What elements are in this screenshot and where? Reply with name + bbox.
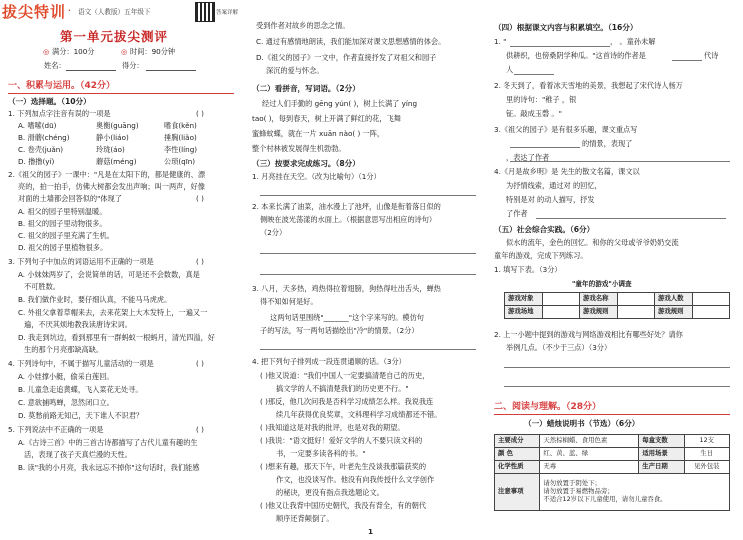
q1-opt-b3: 捶胸(liǎo) (164, 133, 197, 142)
fill-2c: 钲。敲成玉磬 。" (506, 109, 562, 118)
answer-bracket[interactable]: ( ) (196, 194, 204, 203)
table-row (495, 435, 730, 448)
subsection-3: （三）按要求完成练习。（8分） (252, 159, 360, 168)
q3-opt-d[interactable]: D. 我走到坑边，看到那里有一群蚂蚁一根蚂月，清光四溢，好 (18, 333, 215, 342)
q3-opt-c[interactable]: C. 外祖父拿着草帽来去，去来花架上大木发特上，一遍又一 (18, 308, 208, 317)
full-score: 满分：100分 (52, 47, 95, 56)
fill-3b: 的情景，表现了 (582, 139, 633, 148)
q1-opt-d2: 蘑菇(méng) (96, 157, 137, 166)
fill-1d: 代诗 (704, 51, 719, 60)
column-right (490, 0, 740, 540)
table-cell: 见外包装 (684, 461, 729, 474)
notes-cell (540, 474, 730, 511)
question-1: 1. 下列加点字注音有误的一项是 (8, 109, 111, 118)
q2-opt-a[interactable]: A. 祖父的园子里特别温暖。 (18, 207, 107, 216)
table-input[interactable] (693, 293, 730, 306)
q4-opt-b[interactable]: B. 儿童急走追黄蝶，飞入菜花无处寻。 (18, 385, 143, 394)
fill-4a: 4.《月是故乡明》是 先生的散文名篇，课文以 (494, 167, 640, 176)
cont-line-3: D.《祖父的园子》一文中，作者直接抒发了对祖父和园子 (256, 53, 437, 62)
subsection-5: （五）社会综合实践。（6分） (494, 225, 595, 234)
fill-4c: 特别是对 的动人描写，抒发 (506, 195, 595, 204)
subsection-1: （一）选择题。（10分） (8, 97, 91, 106)
question-2-line1: 2.《祖父的园子》一课中："凡是在太阳下的，都是健康的、漂 (8, 170, 206, 179)
practice-intro-2: 童年的游戏，完成下列练习。 (494, 251, 588, 260)
q1-opt-c3: 李性(líng) (164, 145, 198, 154)
table-cell: 生日 (684, 448, 729, 461)
blank[interactable] (536, 218, 726, 219)
q1-opt-c2: 玲珑(áo) (96, 145, 125, 154)
blank[interactable] (514, 74, 554, 75)
q5-opt-a[interactable]: A.《古诗三首》中的三首古诗都描写了古代儿童有趣的生 (18, 438, 198, 447)
order-item-2[interactable]: ( )那反，他几次问我是否科学习成绩怎么样。我说我连 (260, 397, 434, 406)
pinyin-line-4: 整个村林被发展得生机勃勃。 (252, 144, 346, 153)
req-2-line2: 侧映在波光荡漾的水面上。（根据意思写出相应的诗句） (260, 215, 437, 224)
column-left (0, 0, 240, 540)
time-limit: 时间：90分钟 (130, 47, 176, 56)
blank[interactable] (510, 147, 580, 148)
page-number: 1 (368, 527, 374, 536)
table-cell: 红、黄、蓝、绿 (540, 448, 639, 461)
q2-opt-c[interactable]: C. 祖父的园子里充满了生机。 (18, 231, 114, 240)
q1-opt-c1[interactable]: C. 卷壳(juǎn) (18, 145, 64, 154)
section-2-rule (494, 414, 730, 415)
section-1-heading: 一、积累与运用。（42分） (8, 81, 116, 91)
table-title: "童年的游戏"小调查 (572, 280, 632, 288)
answer-bracket[interactable]: ( ) (196, 257, 204, 266)
req-3-line2: 得不知如何是好。 (260, 297, 318, 306)
req-1: 1. 月亮挂在天空。（改为比喻句）（1分） (252, 172, 381, 181)
table-cell: 游戏对象 (505, 293, 543, 306)
name-field[interactable] (66, 70, 116, 71)
table-cell: 游戏人数 (655, 293, 693, 306)
subsection-2: （二）看拼音，写词语。（2分） (252, 84, 360, 93)
pinyin-line-3: 蜜蜂蚊蝶，就在一片 xuān nào( ) 一阵， (252, 129, 385, 138)
fill-1c: 供耕织，也傍桑阴学种瓜。"这首诗的作者是 (506, 51, 646, 60)
blank[interactable] (570, 161, 730, 162)
fill-4d: 了作者 (506, 209, 528, 218)
q3-opt-a[interactable]: A. 小妹妹两岁了，会说简单的话，可是还不会数数，真是 (18, 270, 200, 279)
table-row (495, 474, 730, 511)
timer-icon: ◎ (121, 47, 128, 56)
candle-info-table (494, 434, 730, 511)
q1-opt-d3: 公琐(qīn) (164, 157, 196, 166)
table-row (495, 448, 730, 461)
blank[interactable] (672, 60, 702, 61)
fill-1a: 1. " (494, 37, 507, 46)
answer-line[interactable] (504, 367, 730, 368)
q4-opt-c[interactable]: C. 意欲捕鸣蝉，忽然闭口立。 (18, 398, 114, 407)
answer-line[interactable] (260, 195, 476, 196)
table-cell: 无毒 (540, 461, 639, 474)
fill-1e: 人 (506, 65, 514, 74)
q5-opt-a-cont: 活，表现了孩子天真烂漫的天性。 (24, 450, 132, 459)
note-line: 不适合12岁以下儿童使用，请勿儿童吞食。 (543, 494, 667, 503)
practice-intro-1: 似水的流年，金色的回忆。和你的父母或爷爷奶奶交流 (506, 238, 679, 247)
order-item-5-cont2: 的秘诀，更没有指点我选题论文。 (276, 488, 384, 497)
table-cell: 游戏名称 (580, 293, 618, 306)
qr-label: 答案详解 (216, 10, 239, 16)
answer-bracket[interactable]: ( ) (196, 109, 204, 118)
fill-4b: 为抒情线索，通过对 的回忆， (506, 181, 602, 190)
answer-bracket[interactable]: ( ) (196, 425, 204, 434)
table-input[interactable] (543, 293, 580, 306)
order-item-2-cont: 续几年获得优良奖章，文科理科学习成绩都还不错。 (276, 410, 442, 419)
q1-opt-b2: 静小(liáo) (96, 133, 129, 142)
q1-opt-b1[interactable]: B. 滑蘑(chéng) (18, 133, 70, 142)
name-label: 姓名： (44, 61, 66, 70)
q3-opt-b[interactable]: B. 我们做作业时，要仔细认真，不能马马虎虎。 (18, 295, 172, 304)
table-cell: 天然棕榈蜡、食用色素 (540, 435, 639, 448)
q1-opt-a3: 嗜食(kěn) (164, 121, 197, 130)
req-3-line4: 子的写法，写一两句话描绘出"冷"的情景。（2分） (260, 326, 419, 335)
survey-table (504, 292, 730, 319)
score-label: 得分： (122, 61, 144, 70)
table-input[interactable] (618, 306, 655, 319)
table-row (505, 306, 730, 319)
question-4: 4. 下列诗句中，不属于描写儿童活动的一项是 (8, 359, 154, 368)
table-cell: 适用场景 (639, 448, 684, 461)
q5-opt-b[interactable]: B. 读"我的小月亮，我永远忘不掉你"这句话时，我们能感 (18, 463, 200, 472)
cont-line-2: C. 通过有感情地朗读，我们能加深对课文思想感情的体会。 (256, 37, 446, 46)
notes-label: 注意事项 (495, 474, 540, 511)
q3-opt-d-cont: 生的那个月亮那缺高缺。 (24, 345, 104, 354)
q4-opt-d[interactable]: D. 莫愁前路无知己，天下谁人不识君？ (18, 411, 144, 420)
table-row (495, 461, 730, 474)
order-item-4[interactable]: ( )我说："语文挺好！爱好文学的人不要只读文科的 (260, 436, 423, 445)
req-2-line3: （2分） (260, 228, 287, 237)
table-input[interactable] (618, 293, 655, 306)
table-cell: 游戏规则 (580, 306, 618, 319)
q3-opt-c-cont: 遍，不厌其烦地教我读唐诗宋词。 (24, 320, 132, 329)
note-line: 请勿放置于阴处下； (543, 479, 601, 488)
table-cell: 化学性质 (495, 461, 540, 474)
section-1-rule (8, 93, 234, 94)
fill-3a: 3.《祖父的园子》是有很多乐趣，课文重点写 (494, 125, 638, 134)
order-item-3[interactable]: ( )我知道这是对我的批评，也是对我的期望。 (260, 423, 405, 432)
pinyin-line-2: tao( )，每到春天，树上开满了鲜红的花，飞舞 (252, 114, 401, 123)
order-item-6-cont: 顺序还背颠倒了。 (276, 514, 334, 523)
score-field[interactable] (146, 70, 196, 71)
column-middle (246, 0, 482, 540)
q4-opt-a[interactable]: A. 小娃撑小艇，偷采白莲回。 (18, 372, 114, 381)
note-line: 请勿放置于易燃物品旁； (543, 487, 614, 496)
question-2-line2: 亮的，拍一拍手，仿佛大树都会发出声响；叫一两声，好像 (18, 182, 205, 191)
cont-line-1: 受到作者对故乡的思念之情。 (256, 21, 350, 30)
section-2-heading: 二、阅读与理解。（28分） (494, 402, 602, 412)
blank[interactable] (510, 46, 610, 47)
table-cell: 生产日期 (639, 461, 684, 474)
answer-line[interactable] (260, 253, 476, 254)
fill-2b: 里的诗句："稚子 ，银 (506, 95, 577, 104)
answer-line[interactable] (260, 349, 476, 350)
q1-opt-d1[interactable]: D. 撸撸(yí) (18, 157, 55, 166)
pinyin-line-1: 经过人们手勤的 gēng yún( )，树上长满了 yíng (262, 99, 418, 108)
req-2-line1: 2. 本来长满了油菜，油水漫上了池坪，山像是衔着落日似的 (252, 202, 441, 211)
practice-q2-line2: 举例几点。（不少于三点）（3分） (506, 343, 612, 352)
question-5: 5. 下列说法中不正确的一项是 (8, 425, 104, 434)
answer-line[interactable] (504, 386, 730, 387)
q3-opt-a-cont: 不可胜数。 (24, 282, 60, 291)
brand-dot: · (68, 6, 71, 15)
q2-opt-d[interactable]: D. 祖父的园子里植物很多。 (18, 243, 108, 252)
table-cell: 12支 (684, 435, 729, 448)
order-item-6[interactable]: ( )他又让我背中国历史朝代，我没有背全，有的朝代 (260, 501, 427, 510)
order-item-5[interactable]: ( )想来有趣，那天下午，叶老先生没谈我那篇获奖的 (260, 462, 427, 471)
q1-opt-a1[interactable]: A. 嗜嗦(dū) (18, 121, 57, 130)
question-2-line3: 对面的土墙都会回答似的"体现了 (18, 194, 122, 203)
q1-opt-a2: 奥衡(guāng) (96, 121, 139, 130)
subsection-4: （四）根据课文内容与积累填空。（16分） (494, 23, 638, 32)
table-input[interactable] (543, 306, 580, 319)
fill-1b: ， 。童孙未解 (610, 37, 656, 46)
table-cell: 每盒支数 (639, 435, 684, 448)
order-item-5-cont: 作文，也没谈写作。他没有向我传授什么文学创作 (276, 475, 435, 484)
clock-icon: ◎ (43, 47, 50, 56)
practice-q2-line1: 2. 上一小题中提到的游戏与网络游戏相比有哪些好处？请你 (494, 330, 683, 339)
practice-q1: 1. 填写下表。（3分） (494, 265, 562, 274)
req-3-line3: 这两句话里围绕"_______"这个字来写的。模仿句 (270, 313, 424, 322)
table-cell: 游戏场地 (505, 306, 543, 319)
req-4: 4. 把下列句子排列成一段连贯通顺的话。（3分） (252, 357, 406, 366)
brand-title: 拔尖特训 (2, 3, 67, 21)
table-cell: 主要成分 (495, 435, 540, 448)
order-item-4-cont: 书，一定要多读各科的书。" (276, 449, 366, 458)
req-3-line1: 3. 八月，天多热，鸡热得拉着翅膀，狗热得吐出舌头，蝉热 (252, 284, 441, 293)
answer-line[interactable] (260, 274, 476, 275)
table-cell: 颜 色 (495, 448, 540, 461)
fill-3c: ，表达了作者 (506, 153, 550, 162)
table-row (505, 293, 730, 306)
page-title: 第一单元拔尖测评 (60, 29, 169, 44)
fill-2a: 2. 冬天到了，看着冰天雪地的美景，我想起了宋代诗人杨万 (494, 81, 683, 90)
table-input[interactable] (693, 306, 730, 319)
q2-opt-b[interactable]: B. 祖父的园子里动物很多。 (18, 219, 107, 228)
table-cell: 游戏规则 (655, 306, 693, 319)
reading-subtitle: （一）蜡烛说明书（节选）（6分） (524, 419, 640, 428)
order-item-1[interactable]: ( )他又说道："我们中国人一定要搞清楚自己的历史， (260, 371, 430, 380)
answer-bracket[interactable]: ( ) (196, 359, 204, 368)
edition-label: 语文（人教版）五年级下 (78, 8, 151, 16)
question-3: 3. 下列句子中加点的词语运用不正确的一项是 (8, 257, 154, 266)
order-item-1-cont: 搞文学的人不搞清楚我们的历史更不行。" (276, 384, 409, 393)
cont-line-4: 深沉的爱与怀念。 (266, 66, 324, 75)
